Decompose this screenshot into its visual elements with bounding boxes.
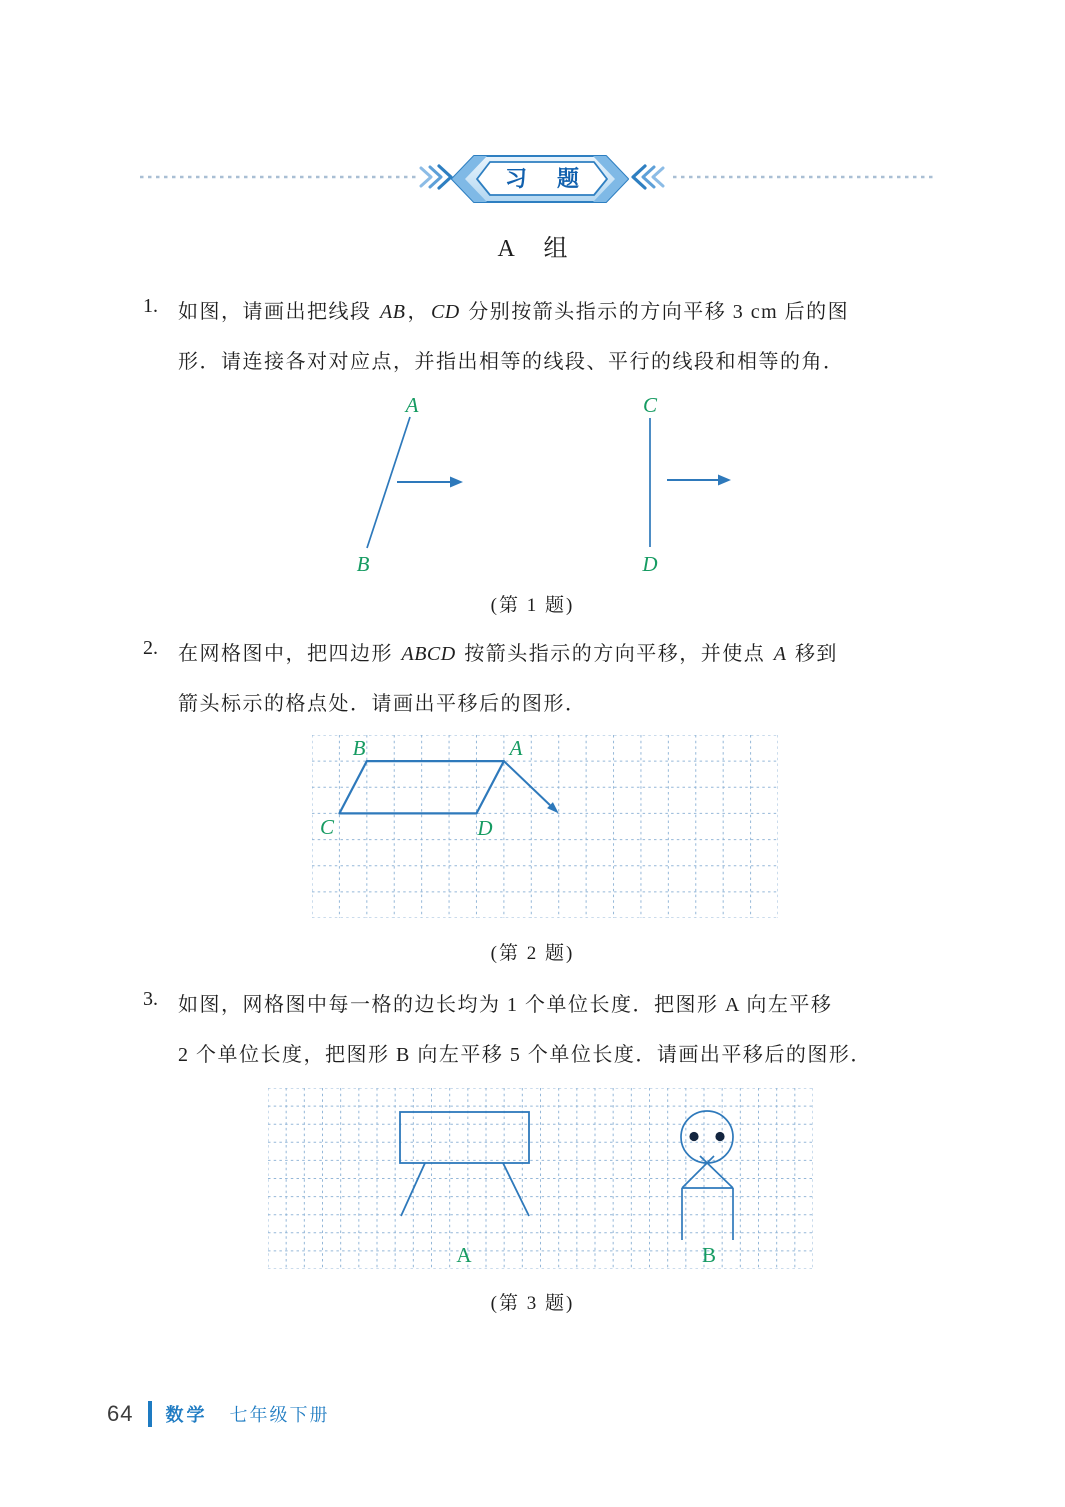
problem-3-line-2: 2 个单位长度，把图形 B 向左平移 5 个单位长度．请画出平移后的图形． bbox=[178, 1044, 872, 1066]
person-head bbox=[681, 1111, 733, 1163]
banner-title: 习 题 bbox=[504, 166, 592, 191]
point-label-b: B bbox=[352, 736, 366, 760]
point-label-c: C bbox=[319, 815, 335, 839]
point-label-a: A bbox=[509, 736, 523, 760]
person-left-eye-dot bbox=[689, 1132, 698, 1141]
footer-subject: 数学 bbox=[165, 1405, 208, 1425]
problem-3-number: 3. bbox=[143, 988, 158, 1010]
shape-a-table bbox=[400, 1112, 529, 1216]
point-label-d: D bbox=[642, 552, 658, 576]
footer-volume: 七年级下册 bbox=[229, 1405, 330, 1425]
grid-lines bbox=[268, 1088, 813, 1269]
figure-3-caption: (第 3 题) bbox=[490, 1293, 575, 1314]
problem-1-line-1: 如图，请画出把线段 AB ， CD 分别按箭头指示的方向平移 3 cm 后的图 bbox=[178, 301, 850, 323]
figure-1-canvas bbox=[300, 390, 770, 590]
point-label-c: C bbox=[642, 393, 658, 417]
chevrons-left-icon bbox=[633, 166, 663, 188]
figure-3-canvas bbox=[268, 1088, 813, 1269]
translation-arrow-cd bbox=[667, 475, 731, 486]
figure-2-caption: (第 2 题) bbox=[490, 943, 575, 964]
translation-arrow-ab bbox=[397, 477, 463, 488]
point-label-d: D bbox=[477, 816, 493, 840]
problem-2-line-1: 在网格图中，把四边形 ABCD 按箭头指示的方向平移，并使点 A 移到 bbox=[178, 643, 838, 665]
problem-1-line-2: 形．请连接各对对应点，并指出相等的线段、平行的线段和相等的角． bbox=[178, 351, 845, 373]
grid-lines bbox=[312, 735, 778, 918]
chevrons-right-icon bbox=[421, 166, 451, 188]
shape-label-a: A bbox=[456, 1243, 472, 1267]
figure-2-canvas bbox=[312, 735, 778, 918]
point-label-b: B bbox=[356, 552, 370, 576]
section-title: A 组 bbox=[497, 236, 580, 262]
problem-2-line-2: 箭头标示的格点处．请画出平移后的图形． bbox=[178, 693, 587, 715]
problem-3-line-1: 如图，网格图中每一格的边长均为 1 个单位长度．把图形 A 向左平移 bbox=[178, 994, 833, 1016]
shape-label-b: B bbox=[701, 1243, 717, 1267]
page-footer bbox=[107, 1399, 329, 1429]
shape-b-person bbox=[681, 1111, 733, 1240]
page-number: 64 bbox=[107, 1401, 134, 1426]
problem-2-number: 2. bbox=[143, 637, 158, 659]
point-label-a: A bbox=[405, 393, 419, 417]
person-right-eye-dot bbox=[715, 1132, 724, 1141]
figure-1-caption: (第 1 题) bbox=[490, 595, 575, 616]
exercise-banner bbox=[113, 149, 953, 209]
footer-divider-bar bbox=[148, 1401, 152, 1427]
problem-1-number: 1. bbox=[143, 295, 158, 317]
